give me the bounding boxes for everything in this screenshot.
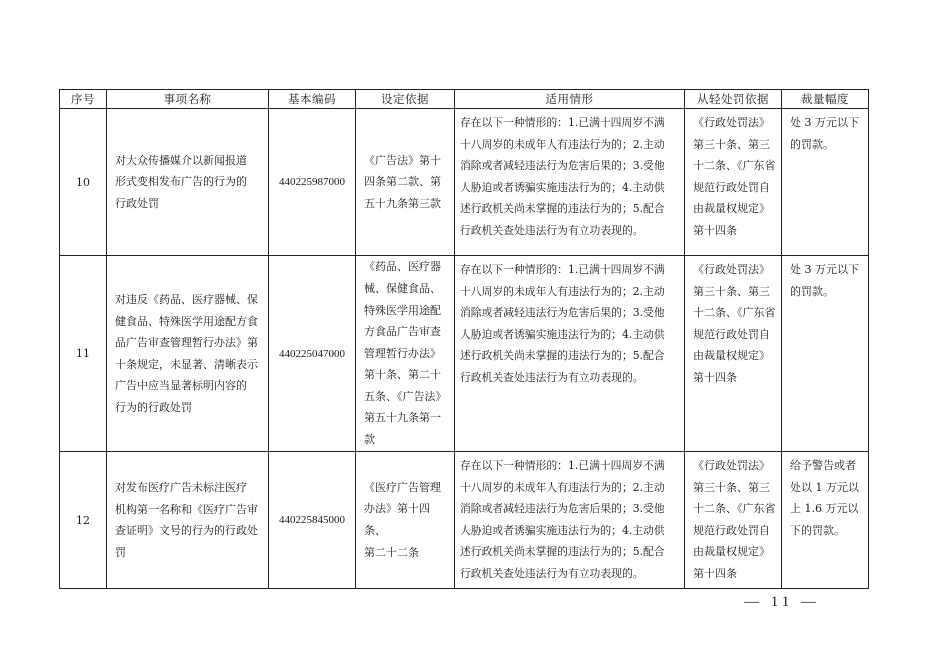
table-row [60, 452, 869, 589]
header-item-name: 事项名称 [107, 90, 269, 109]
row-basic-code: 440225845000 [269, 452, 356, 589]
header-applicable-situation: 适用情形 [455, 90, 685, 109]
table-row [60, 109, 869, 256]
row-basic-code: 440225987000 [269, 109, 356, 256]
penalty-discretion-table [59, 89, 869, 589]
header-legal-basis: 设定依据 [356, 90, 455, 109]
row-lenient-basis: 《行政处罚法》 第三十条、第三 十二条、《广东省 规范行政处罚自 由裁量权规定》 第十四条 [693, 459, 776, 580]
row-applicable-situation: 存在以下一种情形的：1.已满十四周岁不满 十八周岁的未成年人有违法行为的；2.主动 消除或者减轻违法行为危害后果的；3.受他 人胁迫或者诱骗实施违法行为的；4.主动供 述行政机关尚未掌握的违法行为的；5.配合 行政机关查处违法行为有立功表现的。 [460, 263, 665, 384]
row-lenient-basis: 《行政处罚法》 第三十条、第三 十二条、《广东省 规范行政处罚自 由裁量权规定》 第十四条 [693, 116, 776, 237]
row-item-name: 对大众传播媒介以新闻报道 形式变相发布广告的行为的 行政处罚 [115, 153, 247, 210]
row-serial: 12 [60, 452, 107, 589]
header-discretion-range: 裁量幅度 [782, 90, 869, 109]
row-discretion-range: 处 3 万元以下 的罚款。 [790, 116, 859, 151]
row-applicable-situation: 存在以下一种情形的：1.已满十四周岁不满 十八周岁的未成年人有违法行为的；2.主动 消除或者减轻违法行为危害后果的；3.受他 人胁迫或者诱骗实施违法行为的；4.主动供 述行政机关尚未掌握的违法行为的；5.配合 行政机关查处违法行为有立功表现的。 [460, 459, 665, 580]
row-item-name: 对发布医疗广告未标注医疗 机构第一名称和《医疗广告审 查证明》文号的行为的行政处 罚 [115, 481, 258, 559]
page-number: — 11 — [744, 594, 820, 610]
row-discretion-range: 处 3 万元以下 的罚款。 [790, 263, 859, 298]
header-lenient-basis: 从轻处罚依据 [685, 90, 782, 109]
row-applicable-situation: 存在以下一种情形的：1.已满十四周岁不满 十八周岁的未成年人有违法行为的；2.主动 消除或者减轻违法行为危害后果的；3.受他 人胁迫或者诱骗实施违法行为的；4.主动供 述行政机关尚未掌握的违法行为的；5.配合 行政机关查处违法行为有立功表现的。 [460, 116, 665, 237]
row-serial: 11 [60, 256, 107, 452]
row-discretion-range: 给予警告或者 处以 1 万元以 上 1.6 万元以 下的罚款。 [790, 459, 859, 537]
row-legal-basis: 《广告法》第十 四条第二款、第 五十九条第三款 [364, 153, 441, 210]
row-serial: 10 [60, 109, 107, 256]
row-item-name: 对违反《药品、医疗器械、保 健食品、特殊医学用途配方食 品广告审查管理暂行办法》第 十条规定，未显著、清晰表示 广告中应当显著标明内容的 行为的行政处罚 [115, 293, 258, 414]
row-legal-basis: 《药品、医疗器 械、保健食品、 特殊医学用途配 方食品广告审查 管理暂行办法》 第十条、第二十 五条、《广告法》 第五十九条第一 款 [364, 260, 447, 447]
table-row [60, 256, 869, 452]
table-header-row [60, 90, 869, 109]
header-serial: 序号 [60, 90, 107, 109]
row-basic-code: 440225047000 [269, 256, 356, 452]
header-basic-code: 基本编码 [269, 90, 356, 109]
row-legal-basis: 《医疗广告管理 办法》第十四条、 第二十二条 [364, 480, 441, 559]
row-lenient-basis: 《行政处罚法》 第三十条、第三 十二条、《广东省 规范行政处罚自 由裁量权规定》 第十四条 [693, 263, 776, 384]
